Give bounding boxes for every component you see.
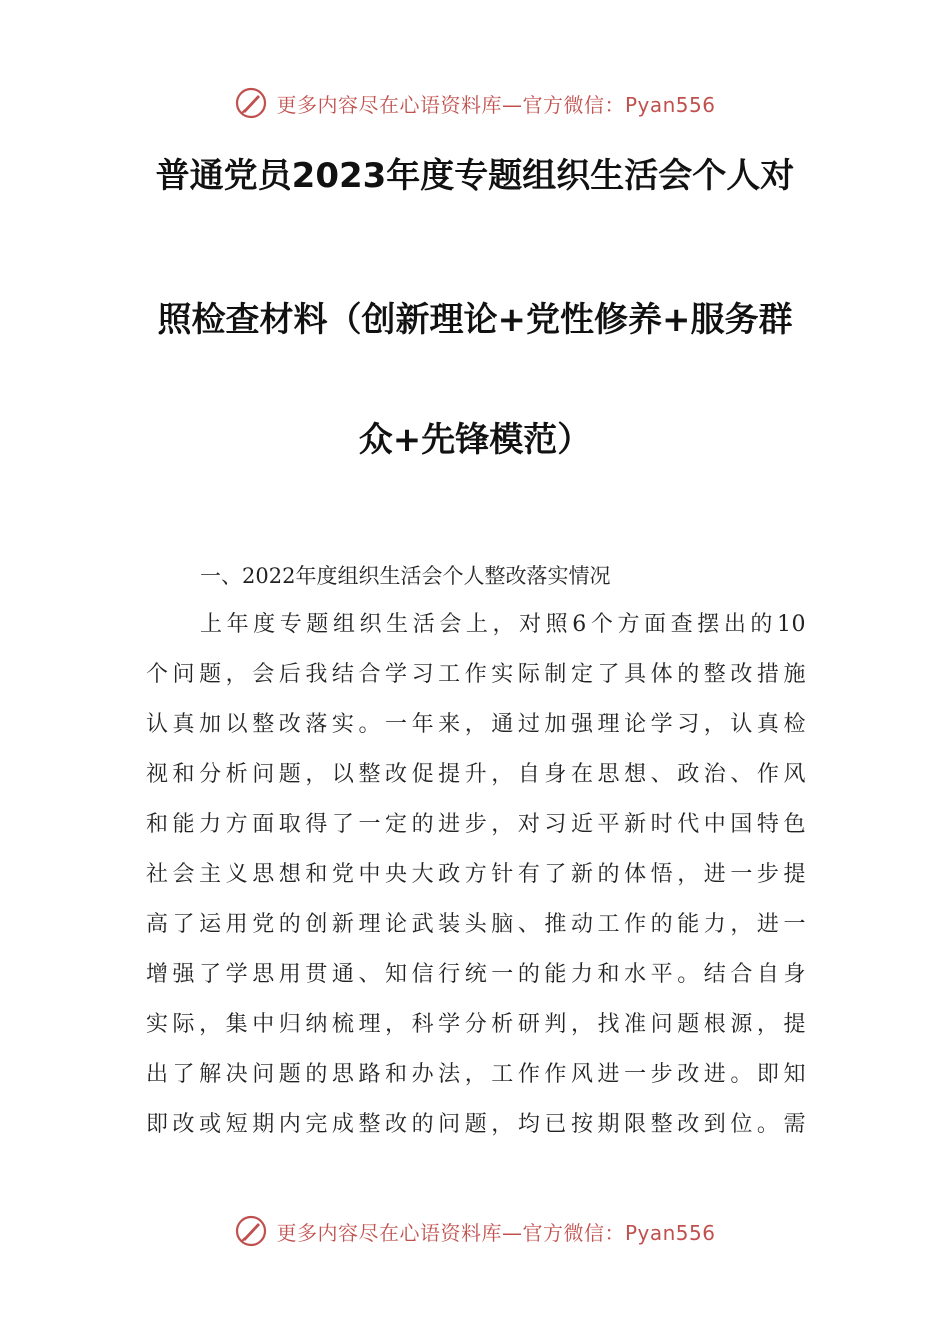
- watermark-text: 更多内容尽在心语资料库—官方微信：Pyan556: [276, 1220, 716, 1245]
- document-title-line-2: 照检查材料（创新理论+党性修养+服务群: [157, 300, 793, 340]
- paragraph-line: 上年度专题组织生活会上，对照6个方面查摆出的10: [200, 612, 806, 637]
- paragraph-line: 社会主义思想和党中央大政方针有了新的体悟，进一步提: [146, 862, 806, 887]
- quill-logo-icon: [234, 1214, 268, 1248]
- paragraph-line: 增强了学思用贯通、知信行统一的能力和水平。结合自身: [146, 962, 806, 987]
- quill-logo-icon: [234, 86, 268, 120]
- paragraph-line: 出了解决问题的思路和办法，工作作风进一步改进。即知: [146, 1062, 806, 1087]
- paragraph-line: 视和分析问题，以整改促提升，自身在思想、政治、作风: [146, 762, 806, 787]
- watermark-footer: [0, 1214, 950, 1248]
- watermark-header: [0, 86, 950, 120]
- paragraph-line: 即改或短期内完成整改的问题，均已按期限整改到位。需: [146, 1112, 806, 1137]
- paragraph-line: 认真加以整改落实。一年来，通过加强理论学习，认真检: [146, 712, 806, 737]
- document-title-line-3: 众+先锋模范）: [358, 420, 592, 460]
- paragraph-line: 实际，集中归纳梳理，科学分析研判，找准问题根源，提: [146, 1012, 806, 1037]
- paragraph-line: 和能力方面取得了一定的进步，对习近平新时代中国特色: [146, 812, 806, 837]
- watermark-text: 更多内容尽在心语资料库—官方微信：Pyan556: [276, 92, 716, 117]
- document-title-line-1: 普通党员2023年度专题组织生活会个人对: [155, 156, 795, 196]
- paragraph-line: 个问题，会后我结合学习工作实际制定了具体的整改措施: [146, 662, 806, 687]
- section-heading: 一、2022年度组织生活会个人整改落实情况: [200, 564, 611, 588]
- paragraph-line: 高了运用党的创新理论武装头脑、推动工作的能力，进一: [146, 912, 806, 937]
